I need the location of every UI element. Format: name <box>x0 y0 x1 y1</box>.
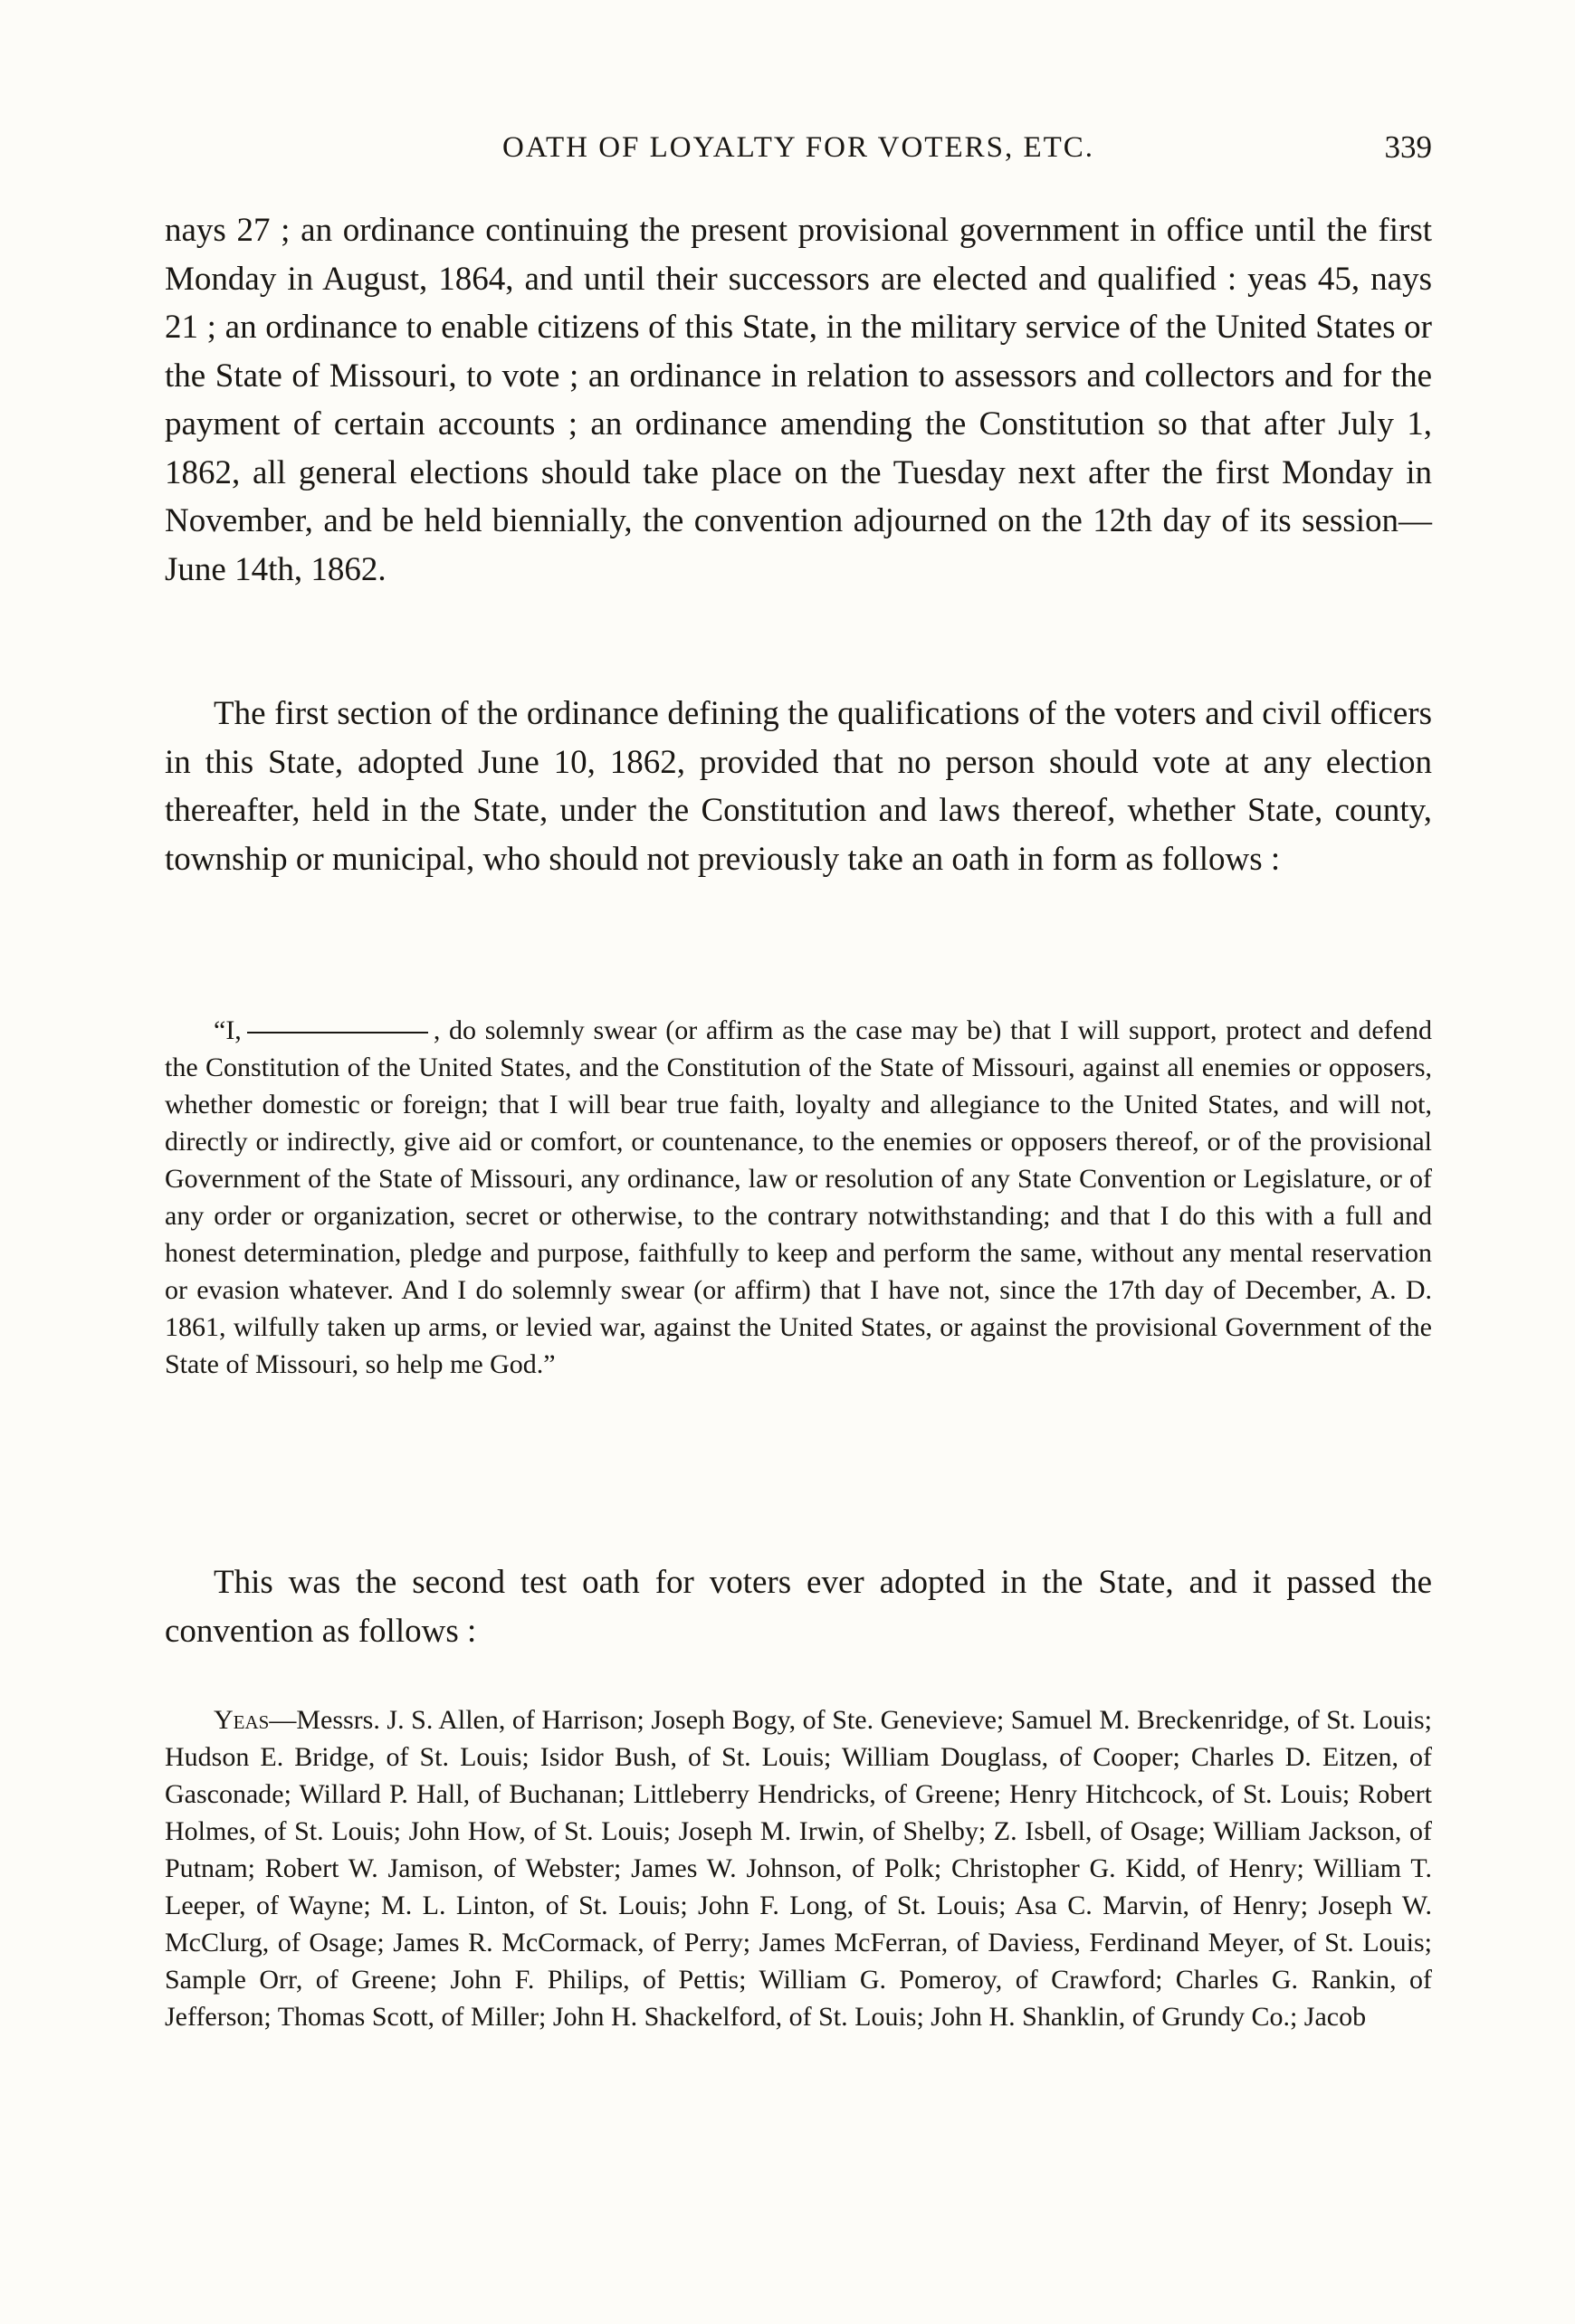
running-head: OATH OF LOYALTY FOR VOTERS, ETC. <box>501 131 1095 164</box>
page-header <box>165 125 1432 170</box>
yeas-list <box>165 1701 1432 2035</box>
paragraph-oath-intro: The first section of the ordinance defining the qualifications of the voters and civil officers in this State, adopted June 10, 1862, provided that no person should vote at any election thereafter, held in the State, under the Constitution and laws thereof, whether State, county, township or municipal, who should not previously take an oath in form as follows : <box>165 695 1432 878</box>
quote-open: “I, <box>214 1015 242 1045</box>
paragraph-continuation: nays 27 ; an ordinance continuing the present provisional government in office until the first Monday in August, 1864, and until their successors are elected and qualified : yeas 45, nays 21 ; an ordinance to enable citizens of this State, in the military service of the United States or the State of Missouri, to vote ; an ordinance in relation to assessors and collectors and for the payment of certain accounts ; an ordinance amending the Constitution so that after July 1, 1862, all general elections should take place on the Tuesday next after the first Monday in November, and be held biennially, the convention adjourned on the 12th day of its session—June 14th, 1862. <box>165 212 1432 588</box>
quote-body: , do solemnly swear (or affirm as the case may be) that I will support, protect and defend the Constitution of the United States, and the Constitution of the State of Missouri, against all enemies or opposers, whether domestic or foreign; that I will bear true faith, loyalty and allegiance to the United States, and will not, directly or indirectly, give aid or comfort, or countenance, to the enemies or opposers thereof, or of the provisional Government of the State of Missouri, any ordinance, law or resolution of any State Convention or Legislature, or of any order or organization, secret or otherwise, to the contrary notwithstanding; and that I do this with a full and honest determination, pledge and purpose, faithfully to keep and perform the same, without any mental reservation or evasion whatever. And I do solemnly swear (or affirm) that I have not, since the 17th day of December, A. D. 1861, wilfully taken up arms, or levied war, against the United States, or against the provisional Government of the State of Missouri, so help me God.” <box>165 1015 1432 1379</box>
paragraph-vote-intro: This was the second test oath for voters ever adopted in the State, and it passed the convention as follows : <box>165 1564 1432 1650</box>
name-blank-line <box>247 1032 428 1033</box>
yeas-label: Yeas <box>214 1705 270 1735</box>
oath-quotation <box>165 1012 1432 1383</box>
yeas-names: —Messrs. J. S. Allen, of Harrison; Joseph Bogy, of Ste. Genevieve; Samuel M. Breckenridge, of St. Louis; Hudson E. Bridge, of St. Louis; Isidor Bush, of St. Louis; William Douglass, of Cooper; Charles D. Eitzen, of Gasconade; Willard P. Hall, of Buchanan; Littleberry Hendricks, of Greene; Henry Hitchcock, of St. Louis; Robert Holmes, of St. Louis; John How, of St. Louis; Joseph M. Irwin, of Shelby; Z. Isbell, of Osage; William Jackson, of Putnam; Robert W. Jamison, of Webster; James W. Johnson, of Polk; Christopher G. Kidd, of Henry; William T. Leeper, of Wayne; M. L. Linton, of St. Louis; John F. Long, of St. Louis; Asa C. Marvin, of Henry; Joseph W. McClurg, of Osage; James R. McCormack, of Perry; James McFerran, of Daviess, Ferdinand Meyer, of St. Louis; Sample Orr, of Greene; John F. Philips, of Pettis; William G. Pomeroy, of Crawford; Charles G. Rankin, of Jefferson; Thomas Scott, of Miller; John H. Shackelford, of St. Louis; John H. Shanklin, of Grundy Co.; Jacob <box>165 1705 1432 2032</box>
page-number: 339 <box>1384 129 1432 165</box>
